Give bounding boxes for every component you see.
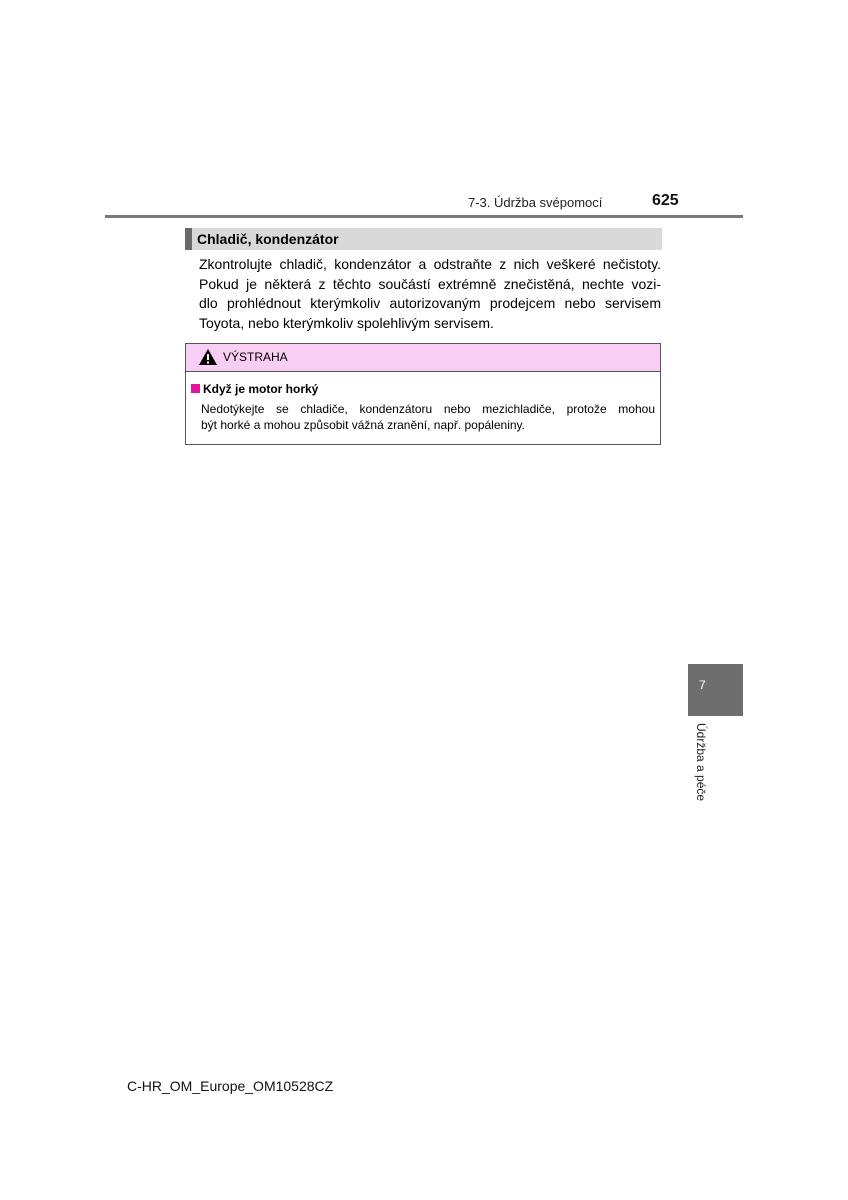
section-heading-bar bbox=[185, 228, 192, 250]
chapter-number: 7 bbox=[699, 678, 706, 692]
body-line: Zkontrolujte chladič, kondenzátor a odstraňte z nich veškeré nečistoty. bbox=[199, 256, 661, 272]
warning-line: být horké a mohou způsobit vážná zranění, např. popáleniny. bbox=[201, 418, 525, 432]
footer-code: C-HR_OM_Europe_OM10528CZ bbox=[127, 1078, 334, 1094]
warning-item-title-text: Když je motor horký bbox=[203, 382, 319, 396]
warning-line: Nedotýkejte se chladiče, kondenzátoru nebo mezichladiče, protože mohou bbox=[201, 402, 655, 416]
page-number: 625 bbox=[652, 192, 679, 209]
warning-text bbox=[201, 401, 655, 433]
warning-item-title bbox=[191, 382, 318, 396]
warning-label: VÝSTRAHA bbox=[223, 350, 288, 364]
magenta-bullet-icon bbox=[191, 384, 200, 393]
body-line: dlo prohlédnout kterýmkoliv autorizovaným prodejcem nebo servisem bbox=[199, 295, 661, 311]
section-body bbox=[199, 255, 661, 333]
chapter-tab bbox=[688, 664, 743, 716]
section-title: Chladič, kondenzátor bbox=[197, 231, 339, 247]
header-section-title: 7-3. Údržba svépomocí bbox=[468, 195, 603, 210]
chapter-title-text: Údržba a péče bbox=[694, 723, 708, 802]
chapter-title bbox=[694, 723, 708, 813]
body-line: Toyota, nebo kterýmkoliv spolehlivým servisem. bbox=[199, 314, 494, 331]
section-heading bbox=[185, 228, 662, 250]
header-rule bbox=[105, 215, 743, 218]
warning-header bbox=[186, 344, 660, 372]
warning-box bbox=[185, 343, 661, 445]
body-line: Pokud je některá z těchto součástí extrémně znečistěná, nechte vozi- bbox=[199, 275, 661, 292]
warning-triangle-icon bbox=[198, 348, 218, 366]
